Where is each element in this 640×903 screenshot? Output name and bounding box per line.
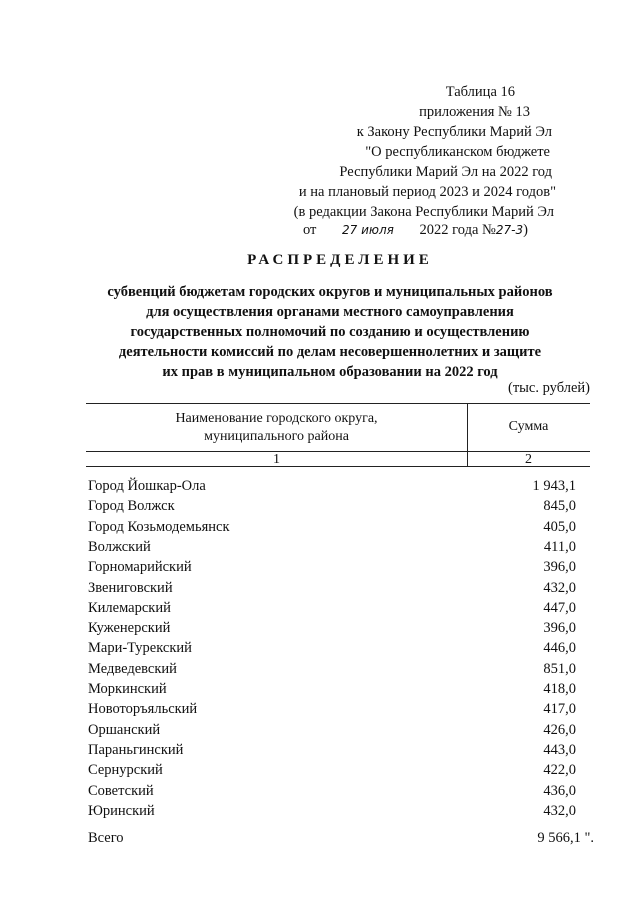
row-name: Горномарийский — [88, 559, 192, 576]
table-row — [88, 638, 576, 658]
table-row — [88, 740, 576, 760]
row-name: Куженерский — [88, 620, 171, 637]
table-row — [88, 659, 576, 679]
col1-header-line2: муниципального района — [204, 429, 349, 444]
row-value: 432,0 — [543, 579, 576, 596]
date-prefix: от — [303, 222, 317, 238]
header-line-2: приложения № 13 — [419, 104, 530, 120]
row-name: Город Козьмодемьянск — [88, 518, 230, 535]
document-title: РАСПРЕДЕЛЕНИЕ — [247, 252, 433, 268]
row-name: Волжский — [88, 538, 151, 555]
row-value: 447,0 — [543, 599, 576, 616]
row-value: 436,0 — [543, 782, 576, 799]
row-value: 405,0 — [543, 518, 576, 535]
law-number-handwritten: 27-3 — [495, 223, 524, 237]
header-line-1: Таблица 16 — [445, 84, 515, 100]
row-name: Параньгинский — [88, 741, 184, 758]
table-top-border — [86, 403, 590, 404]
total-value: 9 566,1 ". — [537, 830, 594, 846]
table-row — [88, 557, 576, 577]
date-handwritten: 27 июля — [342, 223, 394, 237]
row-value: 411,0 — [543, 538, 576, 555]
table-row — [88, 598, 576, 618]
header-line-3: к Закону Республики Марий Эл — [356, 124, 552, 140]
row-value: 446,0 — [543, 640, 576, 657]
row-name: Город Волжск — [88, 498, 175, 515]
table-total-row — [88, 828, 594, 848]
col2-header: Сумма — [508, 419, 549, 434]
table-row — [88, 618, 576, 638]
row-value: 396,0 — [543, 620, 576, 637]
row-value: 1 943,1 — [532, 478, 576, 494]
col2-number: 2 — [525, 452, 532, 467]
row-name: Мари-Турекский — [88, 640, 192, 657]
table-row — [88, 679, 576, 699]
row-value: 422,0 — [543, 762, 576, 779]
header-line-7: (в редакции Закона Республики Марий Эл — [293, 204, 554, 220]
row-name: Медведевский — [88, 660, 177, 677]
row-name: Юринский — [88, 802, 155, 819]
subtitle-line-1: субвенций бюджетам городских округов и муниципальных районов — [107, 284, 553, 300]
row-value: 417,0 — [543, 701, 576, 718]
subtitle-line-3: государственных полномочий по созданию и осуществлению — [130, 324, 530, 340]
header-line-4: "О республиканском бюджете — [365, 144, 550, 160]
total-label: Всего — [88, 830, 124, 846]
row-name: Новоторъяльский — [88, 701, 198, 718]
table-row — [88, 699, 576, 719]
units-label: (тыс. рублей) — [508, 380, 590, 396]
table-row — [88, 476, 576, 496]
table-row — [88, 801, 576, 821]
date-suffix: 2022 года № — [419, 222, 496, 238]
row-value: 396,0 — [543, 559, 576, 576]
table-row — [88, 517, 576, 537]
header-line-6: и на плановый период 2023 и 2024 годов" — [298, 184, 556, 200]
table-row — [88, 537, 576, 557]
row-value: 426,0 — [543, 721, 576, 738]
row-name: Моркинский — [88, 681, 167, 697]
table-row — [88, 760, 576, 780]
subtitle-line-2: для осуществления органами местного самоуправления — [146, 304, 514, 320]
col1-number: 1 — [273, 452, 280, 467]
table-row — [88, 720, 576, 740]
header-line-5: Республики Марий Эл на 2022 год — [339, 164, 552, 180]
row-name: Звениговский — [88, 579, 173, 596]
row-value: 851,0 — [543, 660, 576, 677]
row-value: 443,0 — [543, 741, 576, 758]
row-name: Город Йошкар-Ола — [88, 478, 206, 494]
row-value: 432,0 — [543, 802, 576, 819]
table-row — [88, 781, 576, 801]
table-row — [88, 496, 576, 516]
header-date-line — [303, 220, 528, 240]
col1-header-line1: Наименование городского округа, — [175, 411, 378, 426]
row-name: Килемарский — [88, 599, 171, 616]
subtitle-line-4: деятельности комиссий по делам несовершеннолетних и защите — [118, 344, 542, 360]
close-paren: ) — [523, 222, 528, 238]
subtitle-line-5: их прав в муниципальном образовании на 2022 год — [162, 364, 498, 380]
row-value: 418,0 — [543, 681, 576, 697]
row-name: Оршанский — [88, 721, 161, 738]
table-row — [88, 578, 576, 598]
row-name: Сернурский — [88, 762, 163, 779]
row-name: Советский — [88, 782, 154, 799]
row-value: 845,0 — [543, 498, 576, 515]
